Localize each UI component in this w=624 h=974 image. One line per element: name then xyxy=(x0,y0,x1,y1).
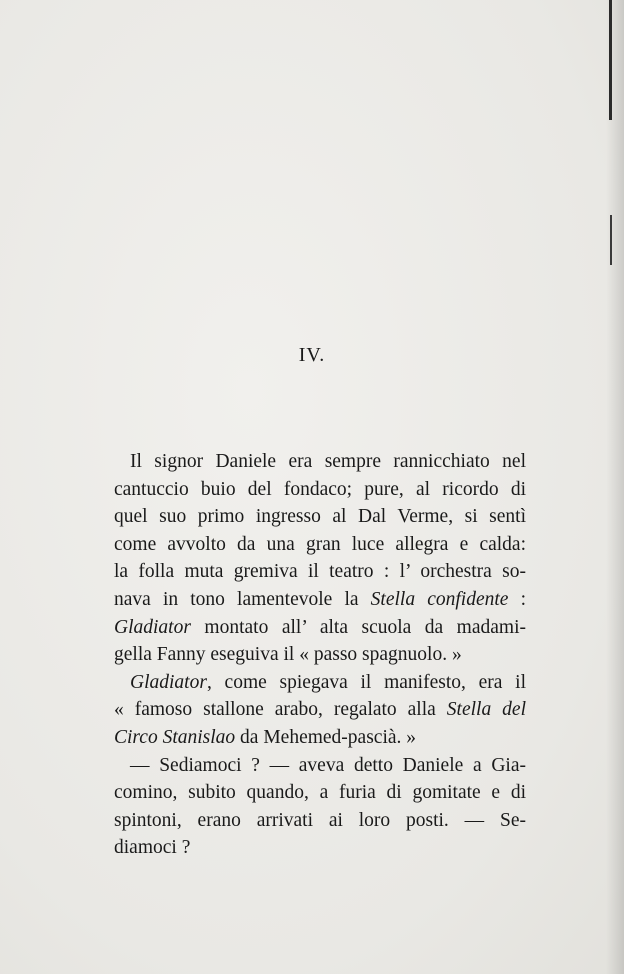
italic-text: Circo Stanislao xyxy=(114,726,236,748)
text-line xyxy=(114,614,526,642)
text-segment: come avvolto da una gran luce allegra e calda: xyxy=(114,533,526,555)
paragraph xyxy=(114,448,526,669)
italic-text: Stella confidente xyxy=(370,588,509,610)
text-line xyxy=(114,448,526,476)
text-line xyxy=(114,779,526,807)
text-segment: nava in tono lamentevole la xyxy=(114,588,371,610)
text-line xyxy=(114,586,526,614)
italic-text: Gladiator xyxy=(114,616,191,638)
text-segment: montato all’ alta scuola da madami- xyxy=(190,616,526,638)
text-segment: Il signor Daniele era sempre rannicchiato nel xyxy=(130,451,526,472)
binding-edge-mark xyxy=(609,0,612,120)
text-line xyxy=(114,834,526,862)
text-line xyxy=(114,558,526,586)
text-segment: comino, subito quando, a furia di gomitate e di xyxy=(114,782,526,804)
text-segment: cantuccio buio del fondaco; pure, al ricordo di xyxy=(114,478,526,500)
binding-edge-mark-lower xyxy=(610,215,612,265)
text-segment: spintoni, erano arrivati ai loro posti. — Se- xyxy=(114,809,526,831)
text-segment: : xyxy=(508,588,526,610)
page-edge-shadow xyxy=(606,0,624,974)
text-line xyxy=(114,807,526,835)
body-text xyxy=(114,448,526,862)
text-line xyxy=(114,724,526,752)
text-line xyxy=(114,531,526,559)
text-line xyxy=(114,503,526,531)
chapter-heading: IV. xyxy=(298,344,326,366)
paragraph xyxy=(114,752,526,862)
text-segment: , come spiegava il manifesto, era il xyxy=(206,671,526,693)
text-segment: la folla muta gremiva il teatro : l’ orchestra so- xyxy=(114,561,526,583)
text-segment: diamoci ? xyxy=(114,837,191,859)
text-segment: — Sediamoci ? — aveva detto Daniele a Gia- xyxy=(130,754,526,776)
text-segment: « famoso stallone arabo, regalato alla xyxy=(114,699,447,721)
text-line xyxy=(114,476,526,504)
text-segment: da Mehemed-pascià. » xyxy=(235,726,417,748)
text-segment: gella Fanny eseguiva il « passo spagnuolo. » xyxy=(114,644,462,666)
text-line xyxy=(114,641,526,669)
italic-text: Stella del xyxy=(446,699,526,721)
text-line xyxy=(114,696,526,724)
paragraph xyxy=(114,669,526,752)
text-line xyxy=(114,669,526,697)
text-segment: quel suo primo ingresso al Dal Verme, si sentì xyxy=(114,506,526,528)
text-line xyxy=(114,752,526,780)
italic-text: Gladiator xyxy=(130,671,207,693)
